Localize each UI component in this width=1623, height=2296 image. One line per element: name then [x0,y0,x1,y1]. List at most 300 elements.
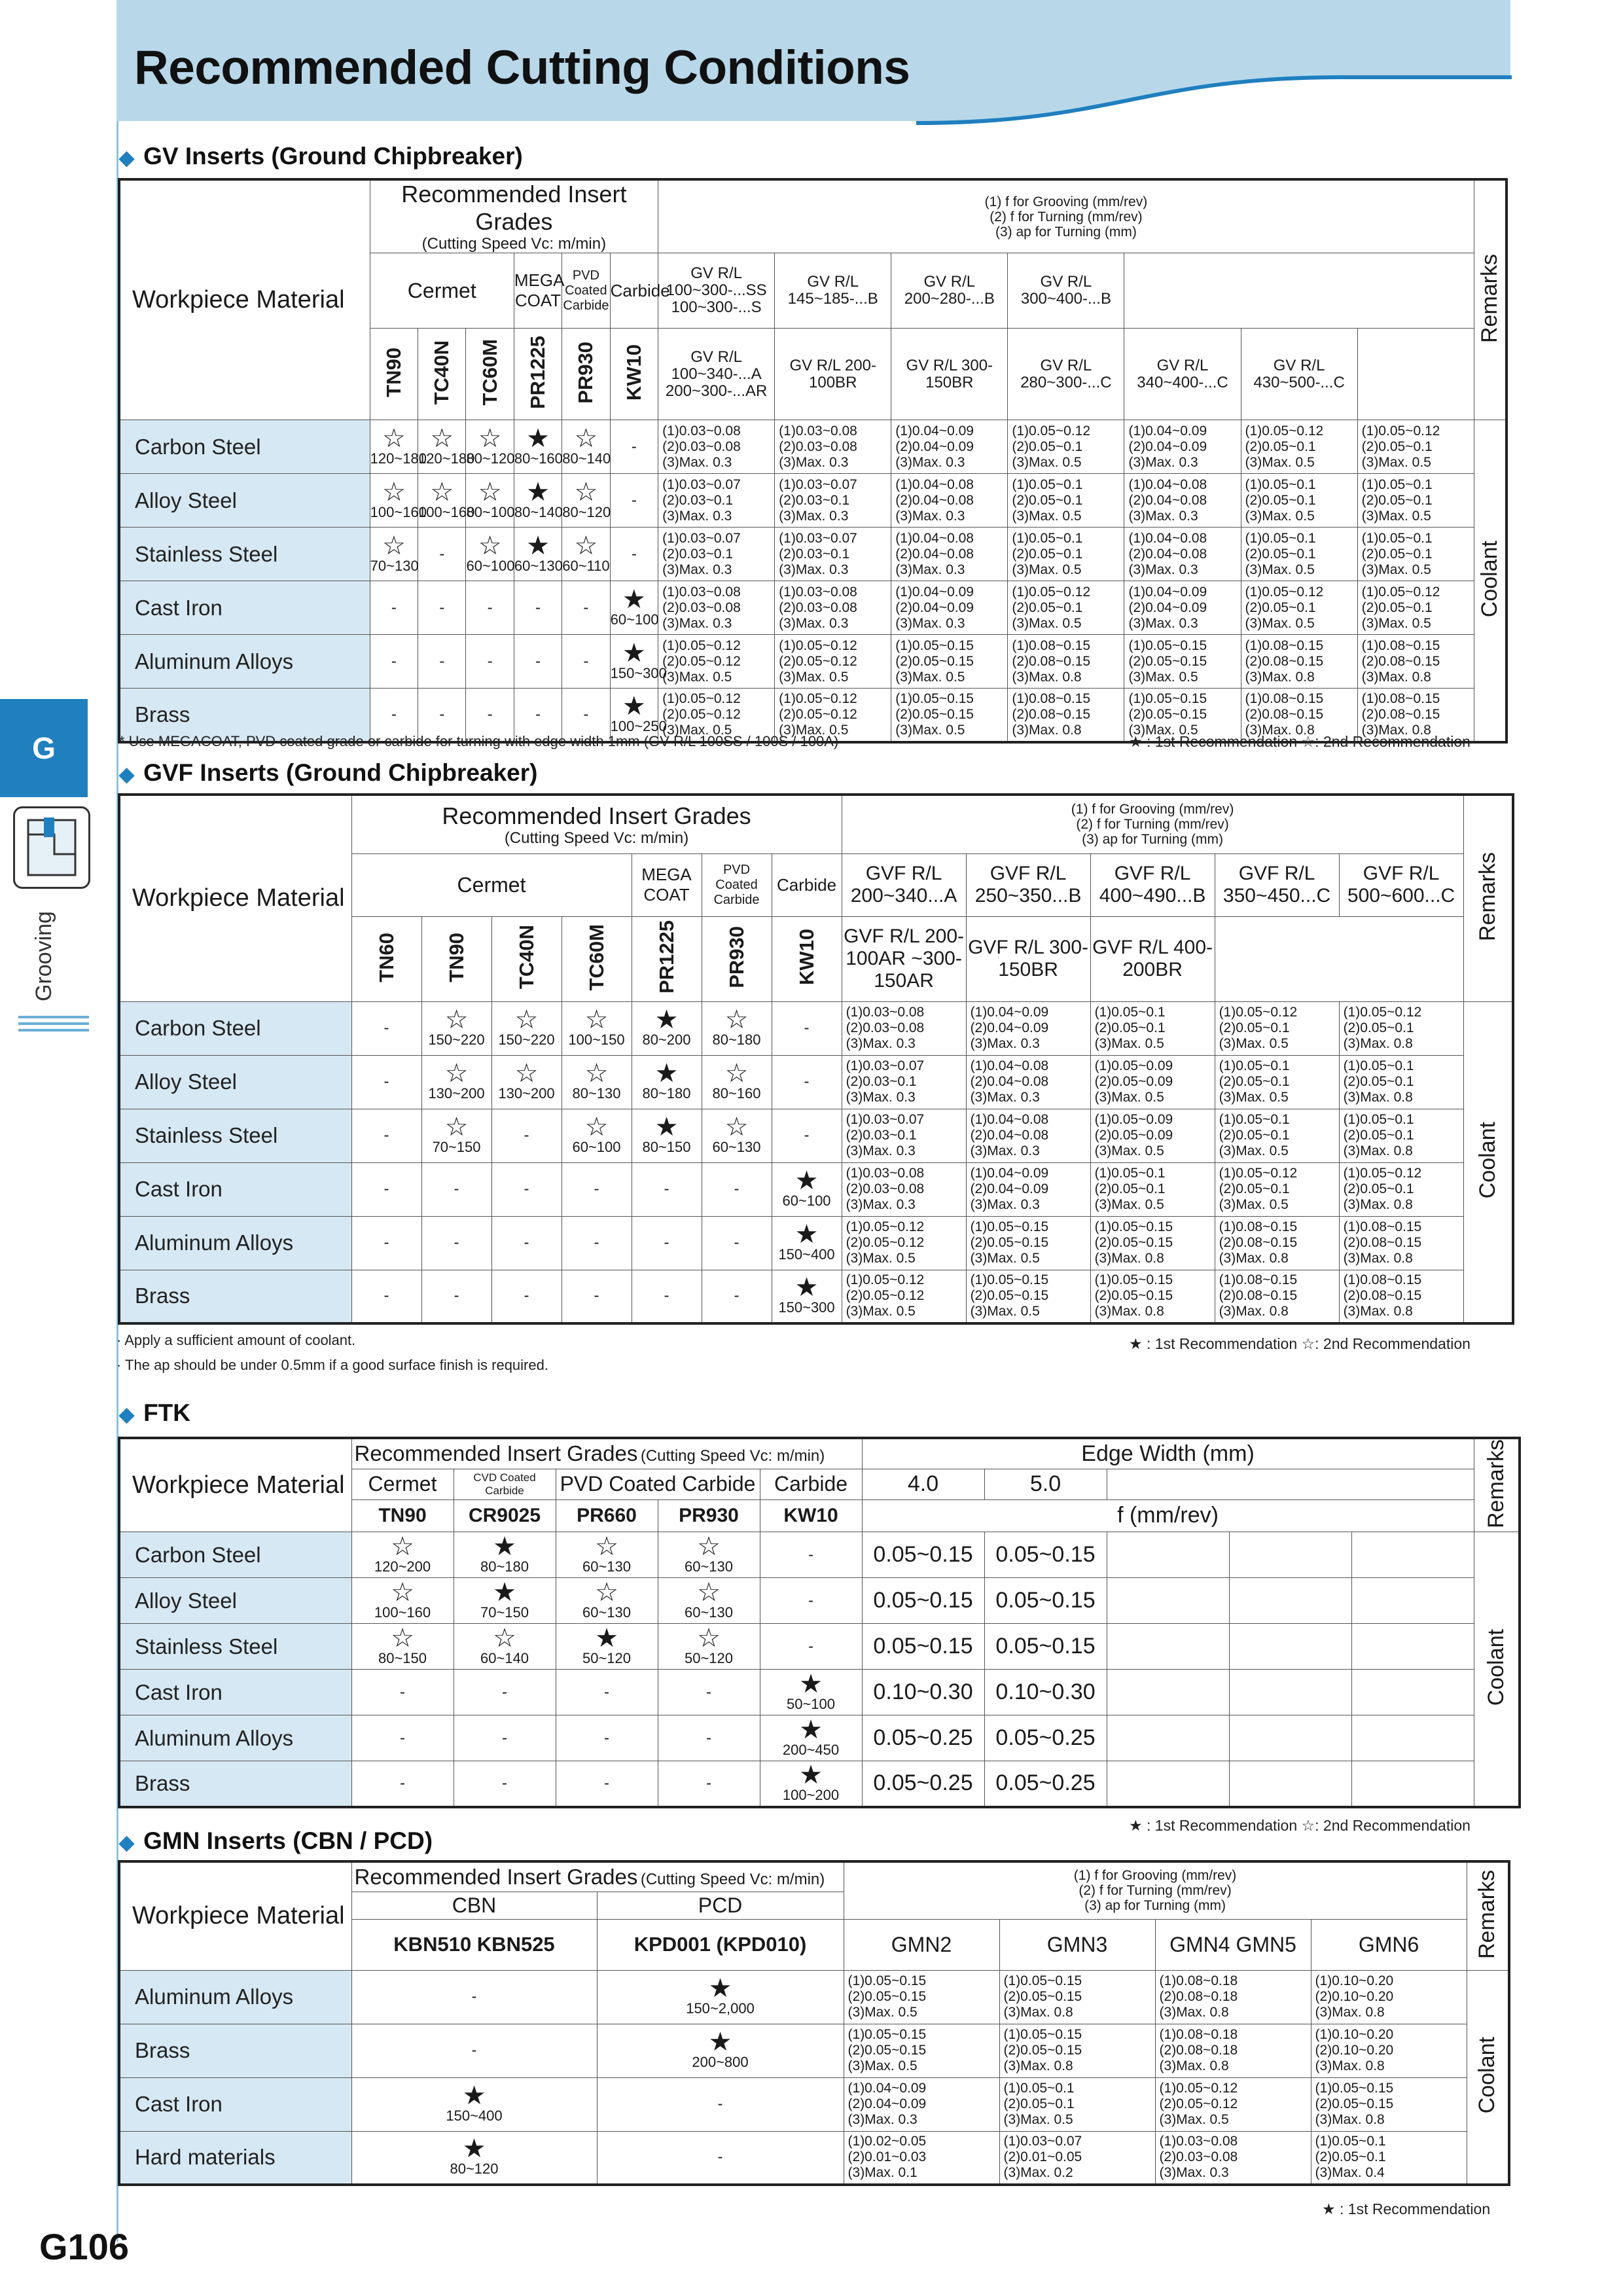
grade-cell [418,420,475,474]
diamond-icon: ◆ [119,1404,135,1426]
second-recommendation-icon: ☆ [574,423,598,453]
gv-type: GV R/L 430~500-...C [1241,329,1357,420]
section-tab[interactable]: G [0,699,88,797]
cutting-speed: 60~130 [684,1558,734,1575]
workpiece-material: Stainless Steel [119,528,370,581]
cutting-speed: 60~130 [514,557,563,574]
table-row [119,528,1507,581]
gvf-type: GVF R/L 500~600...C [1339,853,1463,916]
grade-code: TN90 [421,916,491,1001]
first-recommendation-icon: ★ [462,2081,486,2110]
grade-cell [760,1715,862,1761]
cutting-speed: 60~130 [582,1558,632,1575]
cutting-speed: 100~160 [418,503,475,520]
cutting-speed: 80~140 [514,503,563,520]
grade-cell: - [491,1216,562,1270]
cbn-codes: KBN510 KBN525 [351,1919,597,1970]
gv-table [118,178,1508,744]
grade-cell: - [351,2024,597,2077]
cutting-speed: 60~100 [782,1193,831,1209]
cutting-speed: 60~140 [480,1649,529,1666]
grade-cell: - [556,1670,658,1715]
feed-notes: (1) f for Grooving (mm/rev) (2) f for Turning (mm/rev) (3) ap for Turning (mm) [842,795,1463,853]
cutting-speed: 200~800 [692,2054,749,2070]
condition-cell: (1)0.05~0.15 (2)0.05~0.15 (3)Max. 0.5 [966,1270,1090,1323]
condition-cell: 0.10~0.30 [984,1670,1107,1715]
grade-cell [351,1624,454,1670]
second-recommendation-icon: ☆ [382,531,406,560]
grade-cell [454,1532,556,1578]
grade-cell: - [466,635,514,689]
table-row [119,1001,1513,1055]
grade-cell: - [632,1216,702,1270]
cutting-speed: 150~300 [778,1299,835,1316]
feed-notes: (1) f for Grooving (mm/rev) (2) f for Turning (mm/rev) (3) ap for Turning (mm) [844,1861,1467,1919]
table-row [119,1624,1520,1670]
condition-cell: (1)0.05~0.1 (2)0.05~0.1 (3)Max. 0.5 [1090,1001,1215,1055]
condition-cell: (1)0.05~0.12 (2)0.05~0.1 (3)Max. 0.5 [1008,581,1124,635]
grade-cell [562,1001,632,1055]
grade-cell: - [772,1001,842,1055]
condition-cell: (1)0.03~0.08 (2)0.03~0.08 (3)Max. 0.3 [658,581,775,635]
workpiece-material: Stainless Steel [119,1109,351,1162]
grade-code: TN90 [370,329,418,420]
grade-cell: - [351,1055,421,1109]
grade-cell [421,1055,491,1109]
table-row [119,1578,1520,1624]
grade-cell [466,528,514,581]
condition-cell: (1)0.05~0.12 (2)0.05~0.1 (3)Max. 0.5 [1008,420,1124,474]
workpiece-material: Aluminum Alloys [119,635,370,689]
cutting-speed: 100~160 [370,503,427,520]
gv-type: GV R/L 340~400-...C [1124,329,1241,420]
side-stripe [18,1029,89,1031]
cutting-speed: 70~130 [370,557,419,574]
condition-cell: (1)0.05~0.15 (2)0.05~0.15 (3)Max. 0.5 [1124,635,1241,689]
first-recommendation-icon: ★ [708,2028,732,2056]
cutting-speed: 80~160 [712,1085,761,1102]
grade-cell: - [562,1216,632,1270]
grade-code: TC40N [418,329,466,420]
legend: ★ : 1st Recommendation ☆: 2nd Recommendation [1129,1817,1471,1834]
workpiece-material: Stainless Steel [119,1624,351,1670]
gvf-type: GVF R/L 300-150BR [966,916,1090,1001]
gvf-type: GVF R/L 250~350...B [966,853,1090,916]
condition-cell: (1)0.05~0.12 (2)0.05~0.12 (3)Max. 0.5 [1155,2077,1311,2131]
grade-cell: - [351,1970,597,2024]
gmn-type: GMN3 [999,1919,1155,1970]
condition-cell: 0.05~0.25 [984,1715,1107,1761]
cutting-speed: 100~250 [610,717,667,734]
grade-cell: - [418,528,466,581]
first-recommendation-icon: ★ [526,423,550,453]
blank-cell [1351,1715,1474,1761]
condition-cell: 0.05~0.25 [862,1761,984,1807]
condition-cell: (1)0.04~0.08 (2)0.04~0.08 (3)Max. 0.3 [966,1055,1090,1109]
second-recommendation-icon: ☆ [574,477,598,507]
carbide-label: Carbide [772,853,842,916]
cutting-speed: 80~180 [480,1558,529,1575]
blank-cell [1351,1761,1474,1807]
second-recommendation-icon: ☆ [382,477,406,507]
condition-cell: (1)0.05~0.12 (2)0.05~0.1 (3)Max. 0.5 [1241,420,1357,474]
grade-cell: - [351,1216,421,1270]
megacoat-label: MEGA COAT [514,253,562,329]
legend: ★ : 1st Recommendation ☆: 2nd Recommendation [1129,1335,1471,1352]
gmn-type: GMN2 [844,1919,999,1970]
blank-cell [1215,916,1463,1001]
diamond-icon: ◆ [119,147,135,169]
grade-cell: - [658,1761,760,1807]
condition-cell: (1)0.08~0.15 (2)0.08~0.15 (3)Max. 0.8 [1357,635,1474,689]
condition-cell: 0.05~0.25 [984,1761,1107,1807]
cutting-speed: 150~300 [610,664,667,681]
condition-cell: (1)0.04~0.09 (2)0.04~0.09 (3)Max. 0.3 [1124,420,1241,474]
cutting-speed: 80~120 [450,2161,499,2178]
cutting-speed: 80~180 [642,1085,691,1102]
remarks-header: Remarks [1474,179,1507,420]
blank-cell [1229,1578,1351,1624]
condition-cell: (1)0.05~0.12 (2)0.05~0.12 (3)Max. 0.5 [842,1270,966,1323]
gv-type: GV R/L 300-150BR [891,329,1008,420]
carbide-label: Carbide [760,1469,862,1499]
grade-cell [491,1055,562,1109]
grade-cell [702,1109,772,1162]
gv-type: GV R/L 200~280-...B [891,253,1008,329]
pvd-label: PVD Coated Carbide [562,253,610,329]
condition-cell: (1)0.03~0.08 (2)0.03~0.08 (3)Max. 0.3 [658,420,775,474]
grade-code: TN60 [351,916,421,1001]
grade-cell: - [556,1715,658,1761]
grade-cell: - [454,1715,556,1761]
cutting-speed: 60~100 [572,1139,621,1155]
first-recommendation-icon: ★ [654,1059,679,1088]
condition-cell: (1)0.05~0.12 (2)0.05~0.12 (3)Max. 0.5 [658,635,775,689]
cutting-speed: 70~150 [432,1139,481,1155]
megacoat-label: MEGA COAT [632,853,702,916]
section-label: Grooving [31,911,56,1001]
cutting-speed: 200~450 [782,1741,840,1758]
table-row [119,1532,1520,1578]
grade-cell: - [658,1715,760,1761]
workpiece-material: Aluminum Alloys [119,1970,351,2024]
second-recommendation-icon: ☆ [584,1005,609,1034]
condition-cell: (1)0.05~0.1 (2)0.05~0.1 (3)Max. 0.5 [1008,474,1124,528]
grade-cell [556,1578,658,1624]
condition-cell: 0.05~0.15 [984,1532,1107,1578]
cutting-speed: 80~150 [642,1139,691,1155]
cutting-speed: 80~140 [562,450,611,467]
blank-cell [1229,1670,1351,1715]
diamond-icon: ◆ [119,764,135,785]
table-row [119,635,1507,689]
second-recommendation-icon: ☆ [514,1059,539,1088]
grade-cell [562,474,610,528]
workpiece-header: Workpiece Material [119,795,351,1001]
grade-cell [562,420,610,474]
gv-type: GV R/L 145~185-...B [775,253,891,329]
grade-code: PR930 [702,916,772,1001]
grade-cell: - [370,581,418,635]
condition-cell: (1)0.05~0.1 (2)0.05~0.1 (3)Max. 0.5 [1215,1055,1339,1109]
workpiece-material: Alloy Steel [119,1055,351,1109]
grade-cell: - [370,689,418,742]
grade-cell [562,1109,632,1162]
condition-cell: (1)0.04~0.09 (2)0.04~0.09 (3)Max. 0.3 [1124,581,1241,635]
gv-type: GV R/L 280~300-...C [1008,329,1124,420]
grade-cell [772,1270,842,1323]
cutting-speed: 70~150 [480,1604,529,1621]
grade-cell [466,420,514,474]
second-recommendation-icon: ☆ [478,477,502,507]
condition-cell: (1)0.04~0.08 (2)0.04~0.08 (3)Max. 0.3 [891,474,1008,528]
gmn-table [118,1860,1510,2186]
condition-cell: (1)0.05~0.15 (2)0.05~0.15 (3)Max. 0.5 [966,1216,1090,1270]
remarks-header: Remarks [1463,795,1513,1001]
first-recommendation-icon: ★ [622,638,646,668]
coolant-remark: Coolant [1474,1532,1520,1807]
condition-cell: (1)0.05~0.1 (2)0.05~0.1 (3)Max. 0.5 [1241,474,1357,528]
second-recommendation-icon: ☆ [391,1623,414,1653]
cutting-speed: 80~120 [562,503,611,520]
blank-cell [1107,1532,1229,1578]
first-recommendation-icon: ★ [493,1532,516,1561]
condition-cell: (1)0.08~0.15 (2)0.08~0.15 (3)Max. 0.8 [1215,1270,1339,1323]
condition-cell: (1)0.05~0.15 (2)0.05~0.15 (3)Max. 0.5 [844,1970,999,2024]
grade-cell: - [702,1162,772,1216]
blank-cell [1229,1624,1351,1670]
condition-cell: (1)0.03~0.07 (2)0.03~0.1 (3)Max. 0.3 [775,528,891,581]
grade-cell: - [370,635,418,689]
grade-cell: - [418,635,466,689]
cutting-speed: 80~100 [466,503,515,520]
gvf-note: · The ap should be under 0.5mm if a good surface finish is required. [116,1357,548,1373]
first-recommendation-icon: ★ [799,1715,823,1744]
gv-section-title: ◆ GV Inserts (Ground Chipbreaker) [119,143,523,170]
page-title: Recommended Cutting Conditions [134,41,910,94]
workpiece-material: Cast Iron [119,581,370,635]
second-recommendation-icon: ☆ [697,1623,721,1653]
cutting-speed: 150~2,000 [686,2000,755,2017]
grade-cell: - [351,1670,454,1715]
condition-cell: 0.05~0.15 [984,1624,1107,1670]
grade-cell: - [562,581,610,635]
second-recommendation-icon: ☆ [391,1577,414,1607]
blank-cell [1107,1469,1474,1499]
grade-cell [454,1578,556,1624]
table-row [119,2024,1509,2077]
cutting-speed: 60~100 [610,611,659,628]
grade-cell [421,1001,491,1055]
second-recommendation-icon: ☆ [697,1577,721,1607]
grade-cell: - [562,1162,632,1216]
workpiece-material: Alloy Steel [119,474,370,528]
grade-cell: - [562,689,610,742]
workpiece-header: Workpiece Material [119,1438,351,1532]
condition-cell: (1)0.05~0.12 (2)0.05~0.1 (3)Max. 0.8 [1339,1162,1463,1216]
grade-code: PR930 [562,329,610,420]
condition-cell: (1)0.05~0.09 (2)0.05~0.09 (3)Max. 0.5 [1090,1109,1215,1162]
grade-cell [702,1001,772,1055]
condition-cell: (1)0.04~0.08 (2)0.04~0.08 (3)Max. 0.3 [966,1109,1090,1162]
condition-cell: (1)0.04~0.09 (2)0.04~0.09 (3)Max. 0.3 [966,1001,1090,1055]
condition-cell: (1)0.05~0.12 (2)0.05~0.1 (3)Max. 0.5 [1241,581,1357,635]
gmn-type: GMN4 GMN5 [1155,1919,1311,1970]
cutting-speed: 150~220 [428,1031,485,1048]
remarks-header: Remarks [1467,1861,1509,1970]
grade-cell: - [491,1270,562,1323]
cermet-label: Cermet [370,253,514,329]
condition-cell: (1)0.05~0.15 (2)0.05~0.15 (3)Max. 0.8 [1090,1216,1215,1270]
grade-cell [491,1001,562,1055]
grade-code: PR660 [556,1499,658,1532]
grade-cell [610,581,658,635]
condition-cell: (1)0.04~0.09 (2)0.04~0.09 (3)Max. 0.3 [891,581,1008,635]
table-row [119,2131,1509,2185]
workpiece-header: Workpiece Material [119,179,370,420]
pcd-label: PCD [597,1892,844,1919]
grade-cell [760,1761,862,1807]
coolant-remark: Coolant [1463,1001,1513,1323]
second-recommendation-icon: ☆ [493,1623,516,1653]
workpiece-material: Cast Iron [119,2077,351,2131]
grade-cell [351,2077,597,2131]
cutting-speed: 100~200 [782,1786,840,1803]
cutting-speed: 100~160 [374,1604,431,1621]
first-recommendation-icon: ★ [654,1113,679,1141]
gvf-type: GVF R/L 350~450...C [1215,853,1339,916]
condition-cell: (1)0.10~0.20 (2)0.10~0.20 (3)Max. 0.8 [1311,2024,1467,2077]
table-row [119,474,1507,528]
first-recommendation-icon: ★ [493,1577,516,1607]
cutting-speed: 150~400 [446,2108,503,2124]
workpiece-material: Brass [119,1270,351,1323]
remarks-header: Remarks [1474,1438,1520,1532]
edge-width: 5.0 [984,1469,1107,1499]
cutting-speed: 50~100 [786,1695,836,1712]
grade-code: KW10 [610,329,658,420]
condition-cell: (1)0.03~0.08 (2)0.03~0.08 (3)Max. 0.3 [842,1162,966,1216]
grade-cell [370,420,427,474]
table-row [119,1670,1520,1715]
workpiece-material: Hard materials [119,2131,351,2185]
gv-type: GV R/L 300~400-...B [1008,253,1124,329]
cutting-speed: 150~220 [498,1031,555,1048]
grade-cell [514,420,562,474]
grade-cell: - [610,528,658,581]
condition-cell: (1)0.05~0.1 (2)0.05~0.1 (3)Max. 0.5 [1357,474,1474,528]
condition-cell: 0.05~0.15 [862,1578,984,1624]
cutting-speed: 50~120 [684,1649,734,1666]
condition-cell: (1)0.05~0.1 (2)0.05~0.1 (3)Max. 0.5 [999,2077,1155,2131]
condition-cell: (1)0.04~0.08 (2)0.04~0.08 (3)Max. 0.3 [1124,474,1241,528]
first-recommendation-icon: ★ [799,1669,823,1698]
blank-cell [1107,1578,1229,1624]
cutting-speed: 80~150 [378,1649,427,1666]
grade-cell [418,474,475,528]
first-recommendation-icon: ★ [526,477,550,507]
grade-cell [466,474,514,528]
condition-cell: 0.05~0.15 [862,1532,984,1578]
coolant-remark: Coolant [1467,1970,1509,2185]
blank-cell [1351,1578,1474,1624]
grade-cell: - [351,1162,421,1216]
condition-cell: (1)0.05~0.15 (2)0.05~0.15 (3)Max. 0.8 [999,2024,1155,2077]
condition-cell: (1)0.05~0.1 (2)0.05~0.1 (3)Max. 0.8 [1339,1109,1463,1162]
cermet-label: Cermet [351,853,632,916]
second-recommendation-icon: ☆ [444,1113,469,1141]
condition-cell: (1)0.05~0.15 (2)0.05~0.15 (3)Max. 0.5 [891,689,1008,742]
condition-cell: (1)0.05~0.1 (2)0.05~0.1 (3)Max. 0.8 [1339,1055,1463,1109]
grade-cell: - [514,689,562,742]
grade-cell: - [351,1715,454,1761]
condition-cell: (1)0.08~0.15 (2)0.08~0.15 (3)Max. 0.8 [1215,1216,1339,1270]
first-recommendation-icon: ★ [622,584,646,614]
first-recommendation-icon: ★ [799,1760,823,1789]
cutting-speed: 80~180 [712,1031,761,1048]
table-row [119,1715,1520,1761]
grade-cell [351,1578,454,1624]
pvd-label: PVD Coated Carbide [556,1469,760,1499]
grade-cell [772,1216,842,1270]
blank-cell [1351,1532,1474,1578]
second-recommendation-icon: ☆ [595,1577,618,1607]
workpiece-header: Workpiece Material [119,1861,351,1970]
condition-cell: (1)0.08~0.15 (2)0.08~0.15 (3)Max. 0.8 [1241,689,1357,742]
second-recommendation-icon: ☆ [724,1113,749,1141]
gvf-type: GVF R/L 400~490...B [1090,853,1215,916]
grade-cell [632,1109,702,1162]
condition-cell: (1)0.05~0.12 (2)0.05~0.1 (3)Max. 0.5 [1357,581,1474,635]
grade-cell [556,1532,658,1578]
page-number: G106 [39,2226,129,2267]
blank-cell [1229,1532,1351,1578]
grade-cell: - [772,1109,842,1162]
condition-cell: (1)0.05~0.15 (2)0.05~0.15 (3)Max. 0.8 [1311,2077,1467,2131]
condition-cell: (1)0.05~0.1 (2)0.05~0.1 (3)Max. 0.4 [1311,2131,1467,2185]
blank-cell [1351,1670,1474,1715]
grade-cell [658,1532,760,1578]
feed-notes: (1) f for Grooving (mm/rev) (2) f for Turning (mm/rev) (3) ap for Turning (mm) [658,179,1474,253]
edge-width: 4.0 [862,1469,984,1499]
table-row [119,1761,1520,1807]
condition-cell: (1)0.03~0.07 (2)0.03~0.1 (3)Max. 0.3 [658,528,775,581]
table-row [119,420,1507,474]
gvf-type: GVF R/L 400-200BR [1090,916,1215,1001]
cutting-speed: 80~160 [514,450,563,467]
condition-cell: 0.05~0.25 [862,1715,984,1761]
workpiece-material: Carbon Steel [119,1001,351,1055]
cutting-speed: 130~200 [498,1085,555,1102]
condition-cell: 0.05~0.15 [862,1624,984,1670]
grade-cell: - [421,1270,491,1323]
cvd-label: CVD Coated Carbide [454,1469,556,1499]
condition-cell: (1)0.03~0.07 (2)0.03~0.1 (3)Max. 0.3 [775,474,891,528]
condition-cell: (1)0.05~0.1 (2)0.05~0.1 (3)Max. 0.5 [1090,1162,1215,1216]
second-recommendation-icon: ☆ [478,531,502,560]
cutting-speed: 80~130 [572,1085,621,1102]
condition-cell: (1)0.05~0.15 (2)0.05~0.15 (3)Max. 0.8 [1090,1270,1215,1323]
condition-cell: (1)0.02~0.05 (2)0.01~0.03 (3)Max. 0.1 [844,2131,999,2185]
cutting-speed: 60~100 [466,557,515,574]
diamond-icon: ◆ [119,1832,135,1854]
condition-cell: (1)0.03~0.07 (2)0.03~0.1 (3)Max. 0.3 [658,474,775,528]
table-row [119,1270,1513,1323]
condition-cell: (1)0.05~0.12 (2)0.05~0.1 (3)Max. 0.5 [1357,420,1474,474]
cermet-label: Cermet [351,1469,454,1499]
grade-code: TC40N [491,916,562,1001]
condition-cell: (1)0.05~0.15 (2)0.05~0.15 (3)Max. 0.8 [999,1970,1155,2024]
